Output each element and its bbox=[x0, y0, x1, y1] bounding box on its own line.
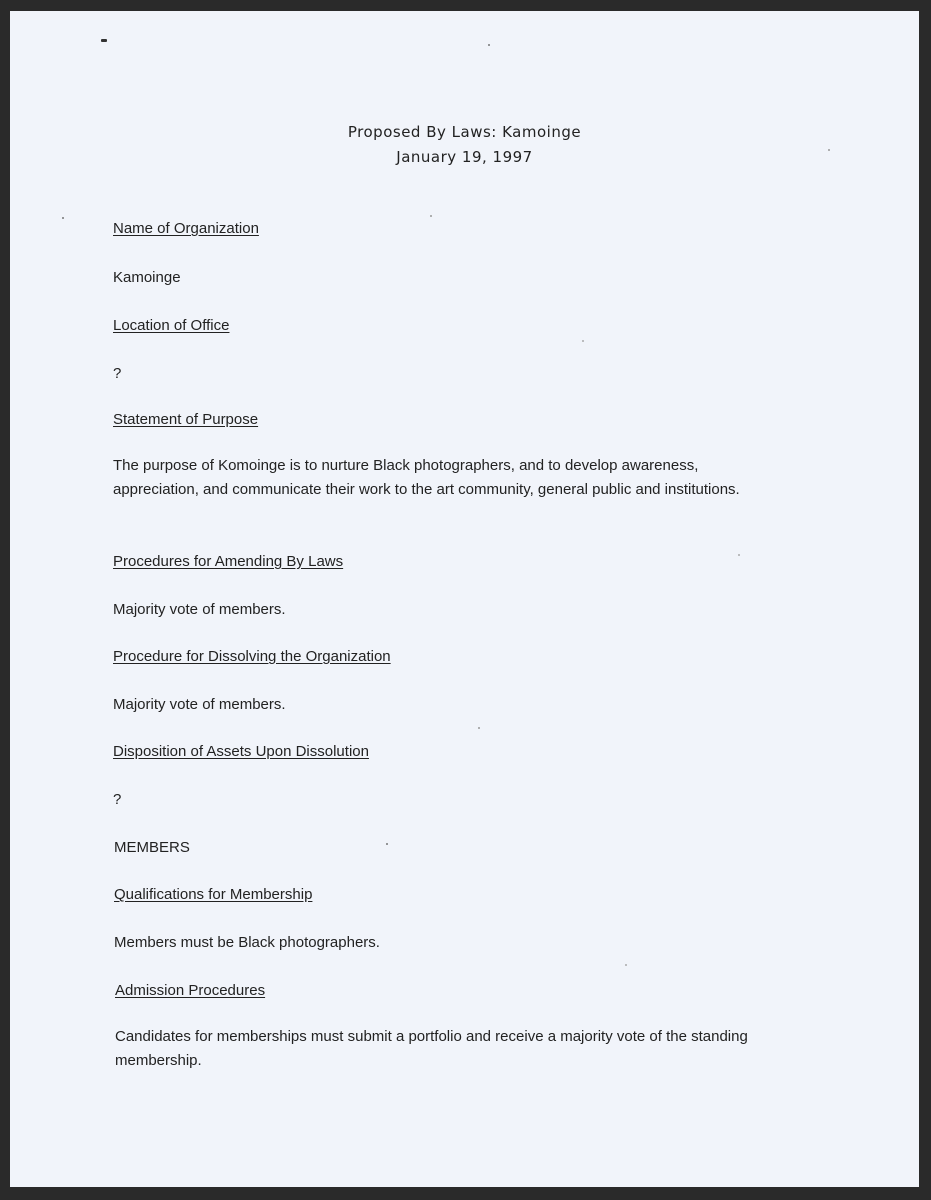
members-section-title: MEMBERS bbox=[114, 839, 190, 856]
qualifications-heading: Qualifications for Membership bbox=[114, 886, 313, 903]
admission-procedures-heading: Admission Procedures bbox=[115, 982, 266, 999]
document-page bbox=[10, 11, 919, 1187]
scan-speck bbox=[478, 727, 480, 729]
dissolving-organization-text: Majority vote of members. bbox=[113, 696, 286, 713]
admission-procedures-text: Candidates for memberships must submit a portfolio and receive a majority vote of the standing membership. bbox=[115, 1028, 748, 1069]
scan-speck bbox=[625, 964, 627, 966]
statement-of-purpose-text: The purpose of Komoinge is to nurture Black photographers, and to develop awareness, appreciation, and communicate their work to the art community, general public and institutions. bbox=[113, 457, 740, 498]
disposition-of-assets-heading: Disposition of Assets Upon Dissolution bbox=[113, 743, 369, 760]
scan-speck bbox=[62, 217, 64, 219]
statement-of-purpose-heading: Statement of Purpose bbox=[113, 411, 259, 428]
scan-speck bbox=[828, 149, 830, 151]
organization-name: Kamoinge bbox=[113, 269, 181, 286]
scan-speck bbox=[582, 340, 584, 342]
scan-speck bbox=[101, 39, 107, 42]
amending-by-laws-heading: Procedures for Amending By Laws bbox=[113, 553, 344, 570]
qualifications-text: Members must be Black photographers. bbox=[114, 934, 380, 951]
scan-speck bbox=[430, 215, 432, 217]
name-of-organization-heading: Name of Organization bbox=[113, 220, 259, 237]
location-value: ? bbox=[113, 365, 122, 382]
scan-speck bbox=[488, 44, 490, 46]
document-date: January 19, 1997 bbox=[396, 148, 533, 166]
disposition-of-assets-value: ? bbox=[113, 791, 122, 808]
dissolving-organization-heading: Procedure for Dissolving the Organization bbox=[113, 648, 391, 665]
scan-speck bbox=[386, 843, 388, 845]
location-of-office-heading: Location of Office bbox=[113, 317, 230, 334]
scan-speck bbox=[738, 554, 740, 556]
document-title: Proposed By Laws: Kamoinge bbox=[347, 123, 582, 141]
amending-by-laws-text: Majority vote of members. bbox=[113, 601, 286, 618]
